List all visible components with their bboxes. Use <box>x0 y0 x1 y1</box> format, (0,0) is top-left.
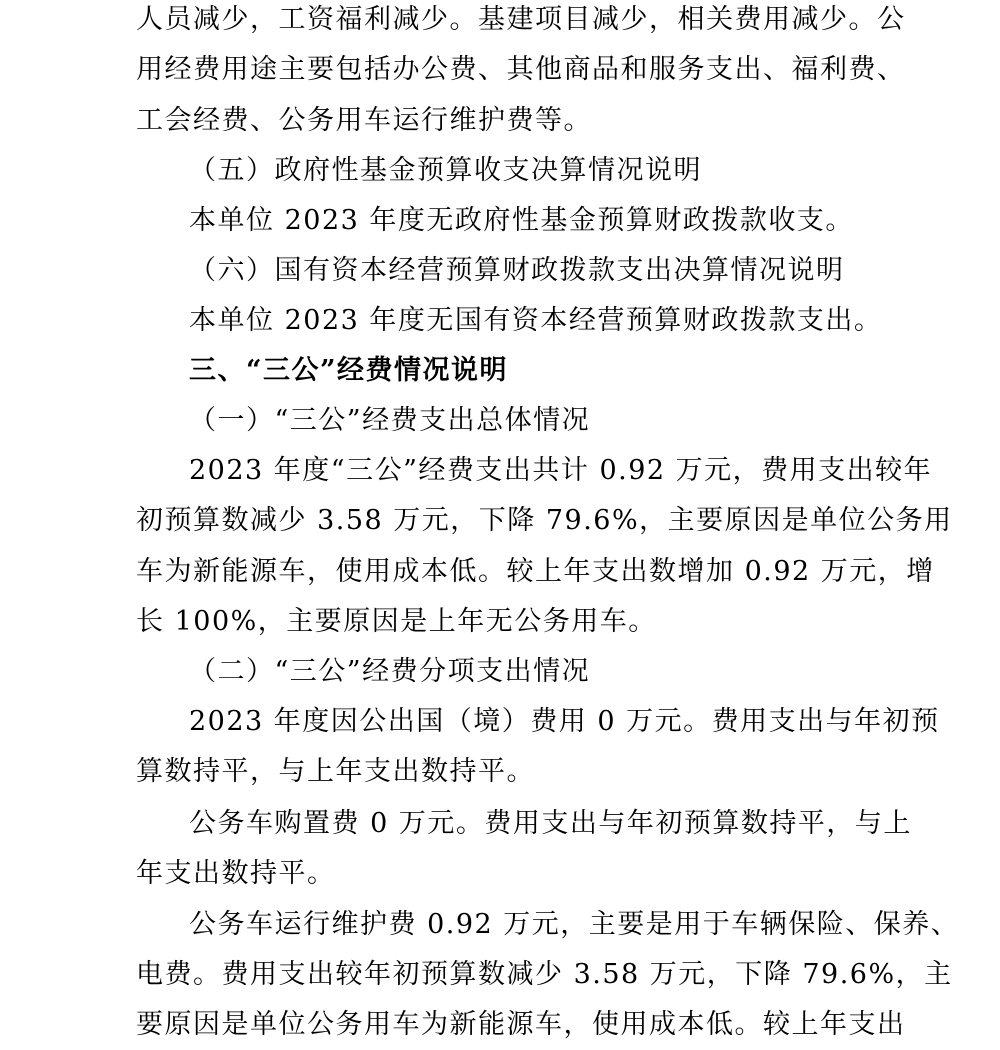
text-line-2: 用经费用途主要包括办公费、其他商品和服务支出、福利费、 <box>136 54 906 85</box>
text-line-13: 长 100%，主要原因是上年无公务用车。 <box>136 606 657 637</box>
subsection-heading-1: （一）“三公”经费支出总体情况 <box>189 405 591 436</box>
text-line-1: 人员减少，工资福利减少。基建项目减少，相关费用减少。公 <box>136 4 906 35</box>
text-line-7: 本单位 2023 年度无国有资本经营预算财政拨款支出。 <box>189 305 883 336</box>
section-heading-3: 三、“三公”经费情况说明 <box>189 355 509 386</box>
subsection-heading-2: （二）“三公”经费分项支出情况 <box>189 656 591 687</box>
subsection-heading-5: （五）政府性基金预算收支决算情况说明 <box>189 155 702 186</box>
text-line-20: 电费。费用支出较年初预算数减少 3.58 万元，下降 79.6%，主 <box>136 959 953 990</box>
text-line-18: 年支出数持平。 <box>136 858 336 889</box>
text-line-16: 算数持平，与上年支出数持平。 <box>136 756 535 787</box>
text-line-5: 本单位 2023 年度无政府性基金预算财政拨款收支。 <box>189 205 854 236</box>
text-line-3: 工会经费、公务用车运行维护费等。 <box>136 105 592 136</box>
text-line-11: 初预算数减少 3.58 万元，下降 79.6%，主要原因是单位公务用 <box>136 505 953 536</box>
text-line-21: 要原因是单位公务用车为新能源车，使用成本低。较上年支出 <box>136 1009 906 1040</box>
text-line-15: 2023 年度因公出国（境）费用 0 万元。费用支出与年初预 <box>189 706 940 737</box>
subsection-heading-6: （六）国有资本经营预算财政拨款支出决算情况说明 <box>189 255 845 286</box>
text-line-10: 2023 年度“三公”经费支出共计 0.92 万元，费用支出较年 <box>189 455 933 486</box>
text-line-19: 公务车运行维护费 0.92 万元，主要是用于车辆保险、保养、 <box>189 909 960 940</box>
text-line-17: 公务车购置费 0 万元。费用支出与年初预算数持平，与上 <box>189 808 912 839</box>
text-line-12: 车为新能源车，使用成本低。较上年支出数增加 0.92 万元，增 <box>136 556 935 587</box>
